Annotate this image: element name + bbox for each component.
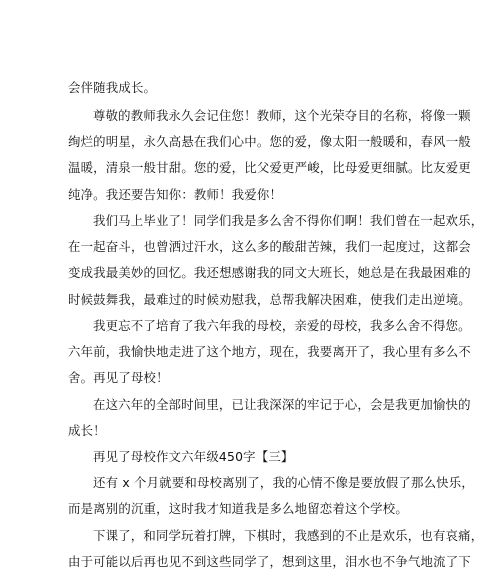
text-line: 在一起奋斗，也曾洒过汗水，这么多的酸甜苦辣，我们一起度过，这都会 [68,239,471,254]
text-line: 而是离别的沉重，这时我才知道我是多么地留恋着这个学校。 [68,501,408,516]
text-line: 变成我最美妙的回忆。我还想感谢我的同文大班长，她总是在我最困难的 [68,265,471,280]
text-line: 尊敬的教师我永久会记住您！教师，这个光荣夺目的名称，将像一颗 [93,108,471,123]
text-line: 下课了，和同学玩着打牌，下棋时，我感到的不止是欢乐，也有哀痛， [93,528,484,543]
text-line: 还有 x 个月就要和母校离别了，我的心情不像是要放假了那么快乐， [93,475,474,490]
text-line: 会伴随我成长。 [68,80,157,95]
text-line: 六年前，我愉快地走进了这个地方，现在，我要离开了，我心里有多么不 [68,344,471,359]
text-line: 在这六年的全部时间里，已让我深深的牢记于心，会是我更加愉快的 [93,397,471,412]
text-line: 纯净。我还要告知你：教师！我爱你！ [68,187,283,202]
text-line: 我们马上毕业了！同学们我是多么舍不得你们啊！我们曾在一起欢乐， [93,213,484,228]
text-line: 我更忘不了培育了我六年我的母校，亲爱的母校，我多么舍不得您。 [93,318,471,333]
text-line: 时候鼓舞我，最难过的时候劝慰我，总帮我解决困难，使我们走出逆境。 [68,292,471,307]
text-line: 舍。再见了母校！ [68,370,169,385]
text-line: 温暖，清泉一般甘甜。您的爱，比父爱更严峻，比母爱更细腻。比友爱更 [68,160,471,175]
section-heading: 再见了母校作文六年级450字【三】 [93,449,294,464]
text-line: 由于可能以后再也见不到这些同学了，想到这里，泪水也不争气地流了下 [68,554,471,569]
text-line: 成长！ [68,423,106,438]
text-line: 绚烂的明星，永久高悬在我们心中。您的爱，像太阳一般暖和，春风一般 [68,134,471,149]
